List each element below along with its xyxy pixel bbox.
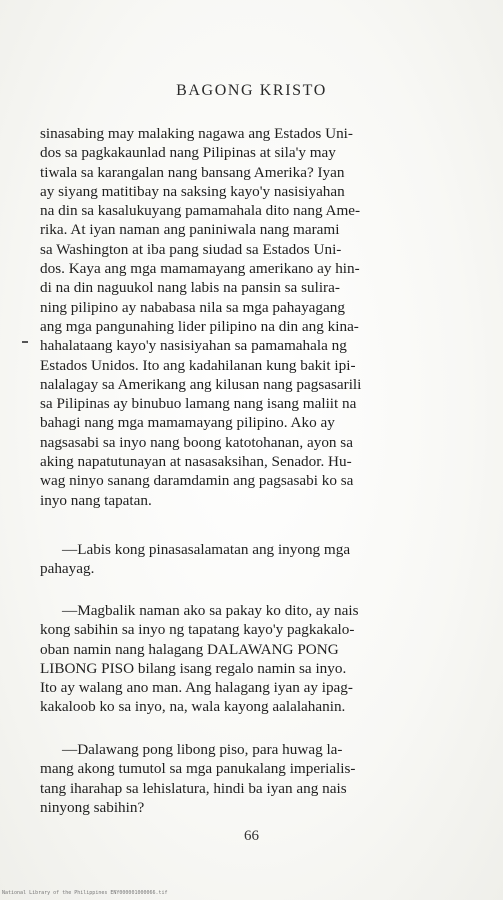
text-line: dos. Kaya ang mga mamamayang amerikano ay hin- — [40, 260, 360, 278]
text-line: oban namin nang halagang DALAWANG PONG — [40, 640, 339, 658]
text-line: ninyong sabihin? — [40, 798, 145, 816]
text-line: dos sa pagkakaunlad nang Pilipinas at sila'y may — [40, 144, 336, 162]
text-line: ang mga pangunahing lider pilipino na din ang kina- — [40, 317, 359, 335]
text-line: Estados Unidos. Ito ang kadahilanan kung bakit ipi- — [40, 356, 356, 374]
text-line: tang iharahap sa lehislatura, hindi ba iyan ang nais — [40, 779, 347, 797]
text-line: inyo nang tapatan. — [40, 491, 152, 509]
archive-stamp: National Library of the Philippines ENY000001000066.tif — [2, 890, 168, 896]
text-line: kong sabihin sa inyo ng tapatang kayo'y pagkakalo- — [40, 621, 355, 639]
page-number: 66 — [244, 828, 259, 844]
text-line: ay siyang matitibay na saksing kayo'y nasisiyahan — [40, 182, 345, 200]
text-line: —Magbalik naman ako sa pakay ko dito, ay nais — [62, 602, 359, 619]
text-line: LIBONG PISO bilang isang regalo namin sa inyo. — [40, 659, 347, 677]
text-line: pahayag. — [40, 560, 95, 578]
text-line: sa Washington at iba pang siudad sa Estados Uni- — [40, 240, 342, 258]
text-line: Ito ay walang ano man. Ang halagang iyan ay ipag- — [40, 679, 353, 697]
paragraph-2 — [40, 540, 488, 579]
text-line: aking napatutunayan at nasasaksihan, Senador. Hu- — [40, 453, 352, 471]
margin-mark — [22, 341, 28, 343]
text-line: hahalataang kayo'y nasisiyahan sa pamamahala ng — [40, 337, 347, 355]
text-line: sa Pilipinas ay binubuo lamang nang isang maliit na — [40, 395, 357, 413]
paragraph-3 — [40, 601, 488, 717]
text-line: rika. At iyan naman ang paniniwala nang marami — [40, 221, 340, 239]
text-line: na din sa kasalukuyang pamamahala dito nang Ame- — [40, 202, 361, 220]
text-line: nalalagay sa Amerikang ang kilusan nang pagsasarili — [40, 375, 362, 393]
paragraph-1 — [40, 124, 488, 510]
paragraph-4 — [40, 740, 488, 817]
text-line: kakaloob ko sa inyo, na, wala kayong aalalahanin. — [40, 698, 346, 716]
text-line: nagsasabi sa inyo nang boong katotohanan, ayon sa — [40, 433, 353, 451]
text-line: —Labis kong pinasasalamatan ang inyong mga — [62, 541, 351, 558]
text-line: tiwala sa karangalan nang bansang Amerika? Iyan — [40, 163, 345, 181]
running-header: BAGONG KRISTO — [176, 82, 327, 99]
text-line: sinasabing may malaking nagawa ang Estados Uni- — [40, 125, 353, 142]
text-line: wag ninyo sanang daramdamin ang pagsasabi ko sa — [40, 472, 354, 490]
text-line: ning pilipino ay nababasa nila sa mga pahayagang — [40, 298, 345, 316]
text-line: mang akong tumutol sa mga panukalang imperialis- — [40, 760, 356, 778]
text-line: —Dalawang pong libong piso, para huwag la- — [62, 741, 343, 758]
text-line: di na din naguukol nang labis na pansin sa sulira- — [40, 279, 340, 297]
text-line: bahagi nang mga mamamayang pilipino. Ako ay — [40, 414, 335, 432]
